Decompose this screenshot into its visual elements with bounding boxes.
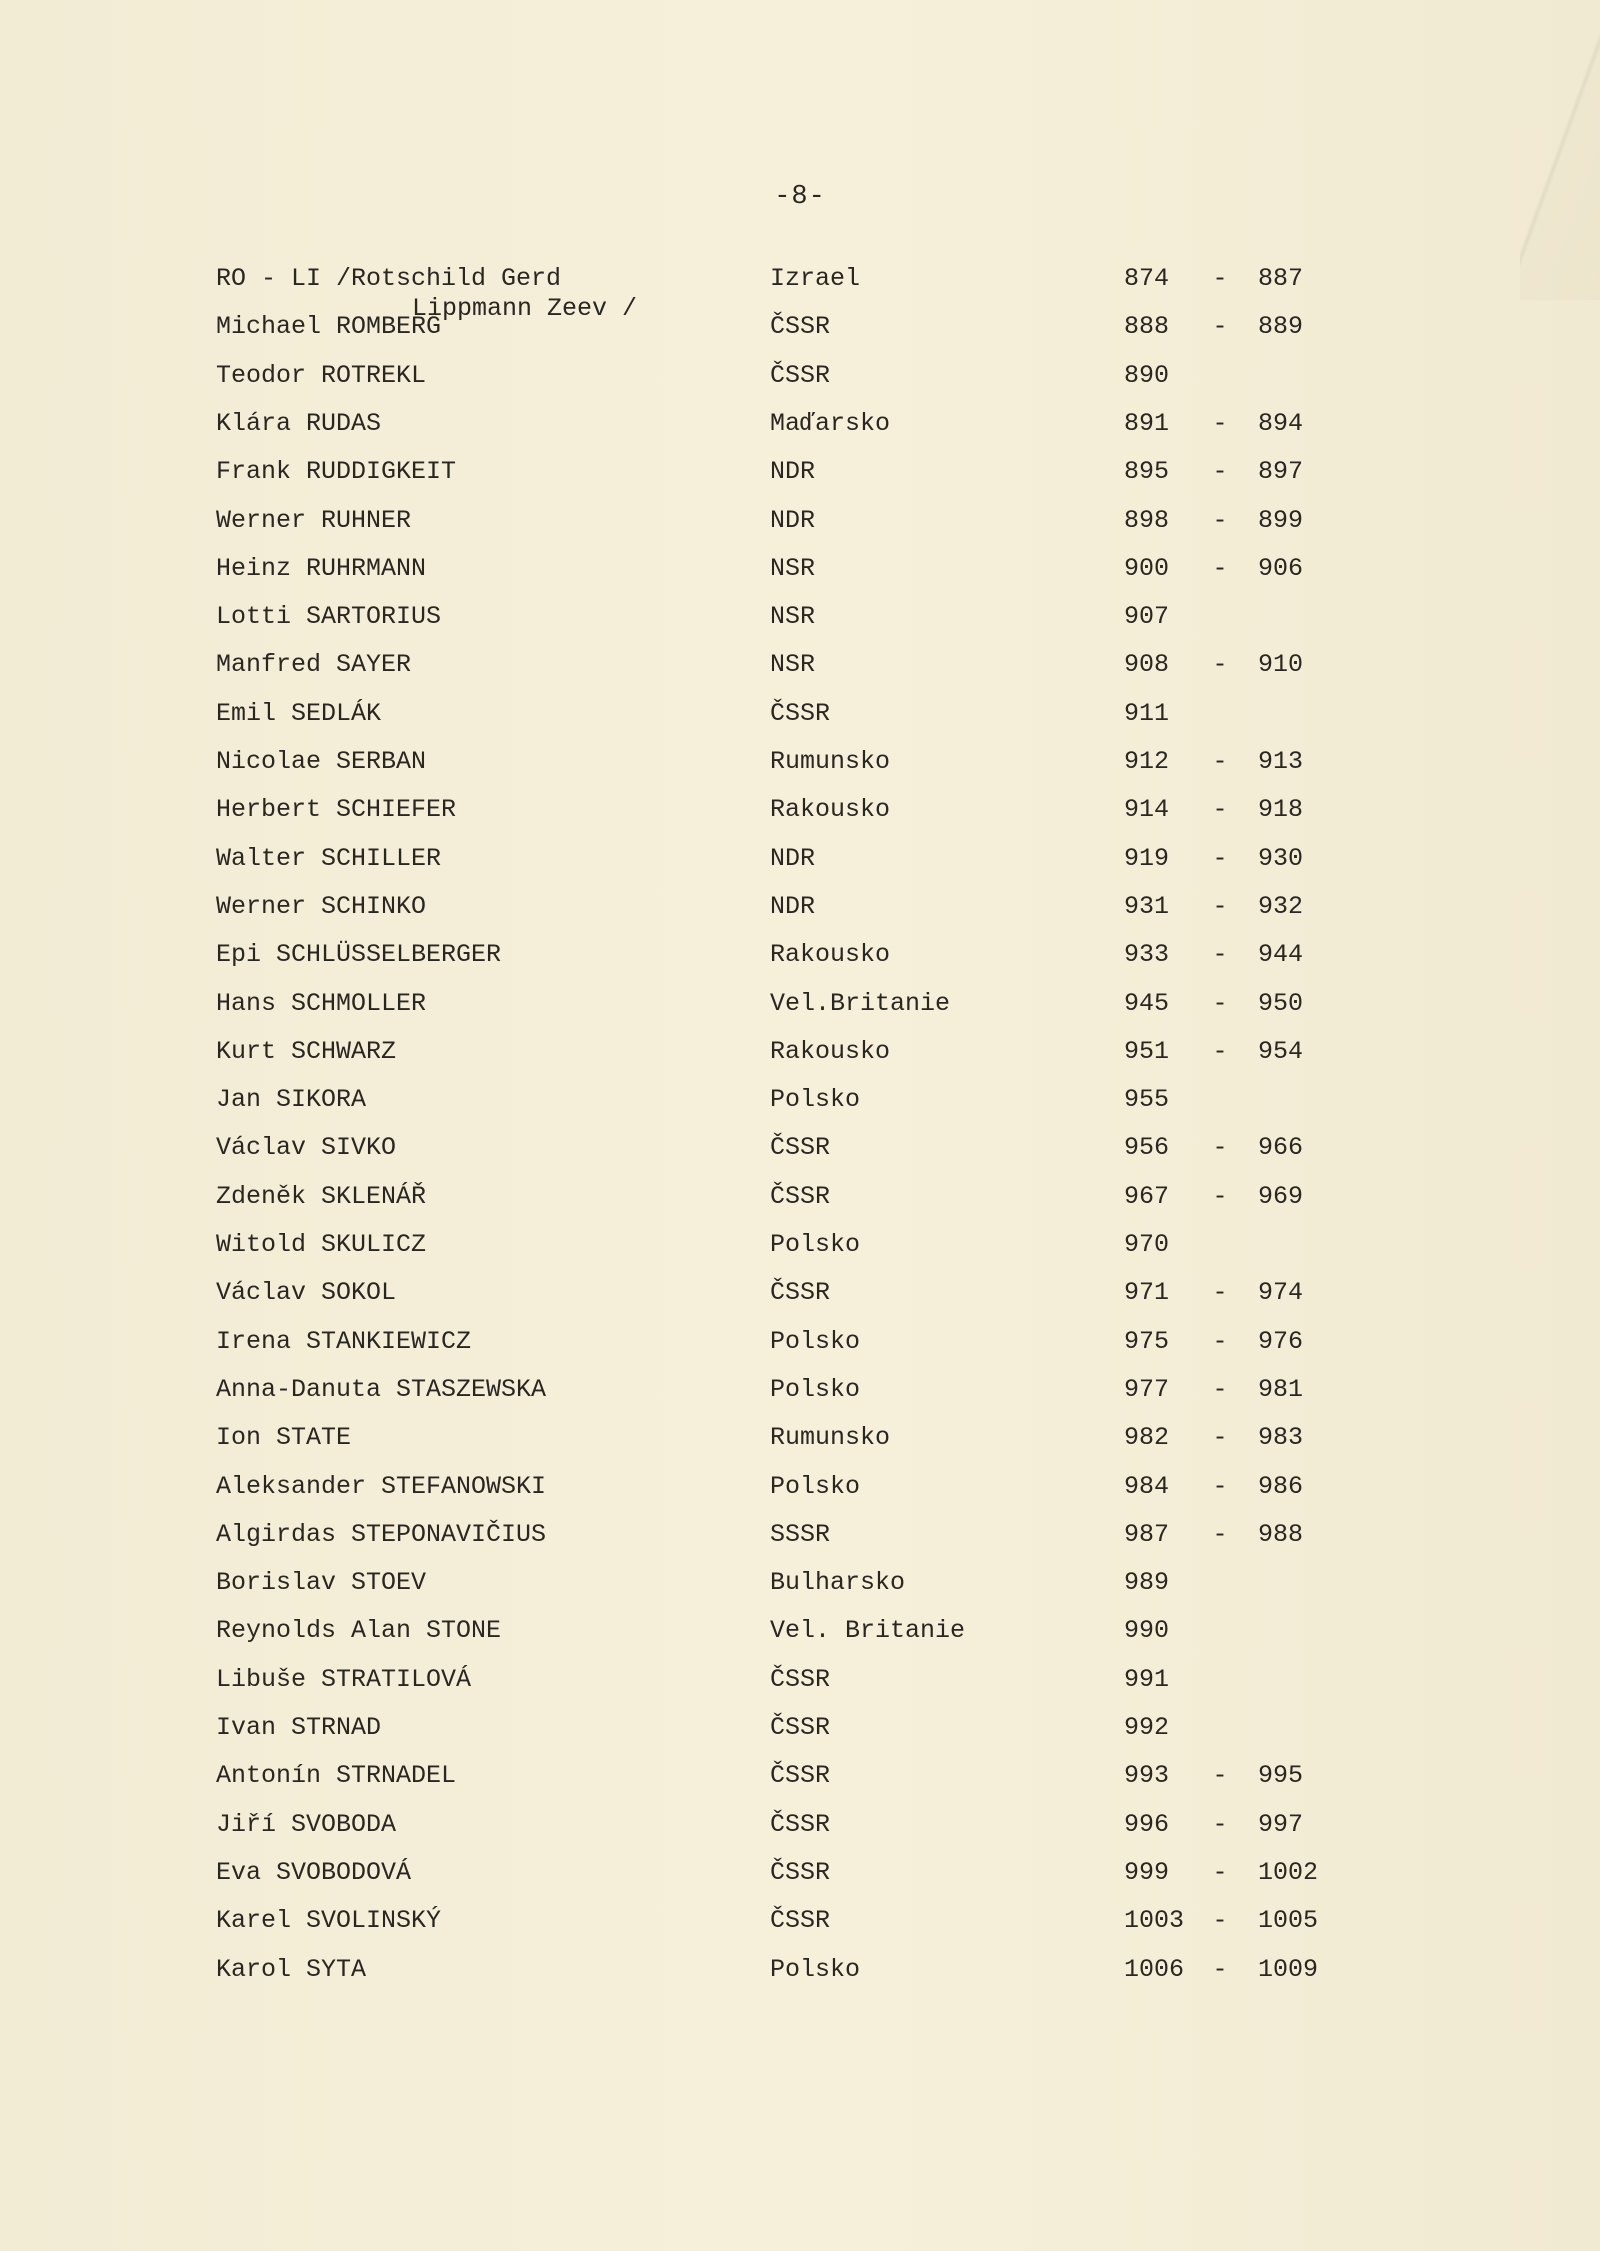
- entry-page-from: 967: [1124, 1181, 1170, 1211]
- entry-country: NSR: [770, 602, 816, 632]
- entry-country: Rakousko: [770, 795, 891, 825]
- entry-page-to: 906: [1258, 553, 1304, 583]
- entry-page-to: 954: [1258, 1036, 1304, 1066]
- entry-country: ČSSR: [770, 312, 831, 342]
- entry-name-line: Jiří SVOBODA: [216, 1809, 397, 1839]
- entry-page-to: 1005: [1258, 1906, 1319, 1936]
- list-item: [0, 1713, 1600, 1761]
- entry-page-from: 993: [1124, 1761, 1170, 1791]
- list-item: [0, 264, 1600, 323]
- entry-page-from: 987: [1124, 1519, 1170, 1549]
- entry-name: [216, 650, 411, 680]
- entry-dash: -: [1212, 1857, 1228, 1887]
- entry-dash: -: [1212, 1519, 1228, 1549]
- entry-name: [216, 1327, 471, 1357]
- entry-dash: -: [1212, 1423, 1228, 1453]
- entry-name-line: Klára RUDAS: [216, 408, 382, 438]
- entry-name-line: Borislav STOEV: [216, 1568, 427, 1598]
- list-item: [0, 361, 1600, 409]
- entry-page-from: 931: [1124, 891, 1170, 921]
- entry-page-from: 951: [1124, 1036, 1170, 1066]
- entry-name: [216, 1616, 501, 1646]
- entry-name-line: Anna-Danuta STASZEWSKA: [216, 1374, 547, 1404]
- entry-country: Rakousko: [770, 940, 891, 970]
- entry-dash: -: [1212, 1809, 1228, 1839]
- entry-dash: -: [1212, 940, 1228, 970]
- entry-name: [216, 1568, 426, 1598]
- list-item: [0, 1906, 1600, 1954]
- entry-page-to: 899: [1258, 505, 1304, 535]
- entry-name-line: Libuše STRATILOVÁ: [216, 1664, 472, 1694]
- entry-name-line: Nicolae SERBAN: [216, 747, 427, 776]
- entry-page-to: 976: [1258, 1326, 1304, 1356]
- list-item: [0, 1955, 1600, 2003]
- entry-dash: -: [1212, 891, 1228, 921]
- entry-page-from: 975: [1124, 1326, 1170, 1356]
- list-item: [0, 1230, 1600, 1278]
- entry-dash: -: [1212, 1133, 1228, 1163]
- entry-page-from: 933: [1124, 940, 1170, 970]
- entry-country: Polsko: [770, 1085, 861, 1115]
- entry-name-line: Werner RUHNER: [216, 505, 412, 535]
- entry-dash: -: [1212, 1326, 1228, 1356]
- entry-country: ČSSR: [770, 360, 831, 390]
- entry-page-from: 945: [1124, 988, 1170, 1018]
- entry-page-to: 983: [1258, 1423, 1304, 1453]
- entry-name: [216, 1520, 546, 1550]
- list-item: [0, 1182, 1600, 1230]
- entry-name: [216, 457, 456, 487]
- list-item: [0, 1472, 1600, 1520]
- entry-page-to: 918: [1258, 795, 1304, 825]
- entry-page-to: 974: [1258, 1278, 1304, 1308]
- entry-name-line: Václav SIVKO: [216, 1133, 397, 1163]
- entry-dash: -: [1212, 1471, 1228, 1501]
- entry-page-from: 911: [1124, 698, 1170, 728]
- entry-name: [216, 747, 426, 777]
- entry-page-from: 970: [1124, 1230, 1170, 1259]
- entry-name-line: Karol SYTA: [216, 1954, 367, 1984]
- list-item: [0, 554, 1600, 602]
- entry-country: Polsko: [770, 1471, 861, 1501]
- entry-page-from: 914: [1124, 795, 1170, 825]
- entry-dash: -: [1212, 1374, 1228, 1404]
- list-item: [0, 1858, 1600, 1906]
- entry-page-from: 912: [1124, 747, 1170, 776]
- entry-page-from: 982: [1124, 1423, 1170, 1453]
- entry-country: NSR: [770, 650, 816, 680]
- list-item: [0, 1375, 1600, 1423]
- entry-page-to: 910: [1258, 650, 1304, 680]
- entry-name-line: Teodor ROTREKL: [216, 360, 427, 390]
- entry-page-to: 969: [1258, 1181, 1304, 1211]
- list-item: [0, 795, 1600, 843]
- entry-page-from: 989: [1124, 1568, 1170, 1598]
- entry-name-line: Václav SOKOL: [216, 1278, 397, 1308]
- entry-page-from: 955: [1124, 1085, 1170, 1115]
- entry-dash: -: [1212, 1761, 1228, 1791]
- entry-name: [216, 1375, 546, 1405]
- list-item: [0, 844, 1600, 892]
- list-item: [0, 312, 1600, 360]
- entry-dash: -: [1212, 843, 1228, 873]
- entry-dash: -: [1212, 408, 1228, 438]
- entry-page-to: 944: [1258, 940, 1304, 970]
- entry-dash: -: [1212, 505, 1228, 535]
- entry-name-line: Reynolds Alan STONE: [216, 1616, 502, 1646]
- entry-name-line: Heinz RUHRMANN: [216, 553, 427, 583]
- entry-page-from: 956: [1124, 1133, 1170, 1163]
- entry-page-from: 999: [1124, 1857, 1170, 1887]
- entry-name: [216, 1858, 411, 1888]
- entry-name-line: Algirdas STEPONAVIČIUS: [216, 1519, 547, 1549]
- entry-name-line: Irena STANKIEWICZ: [216, 1326, 472, 1356]
- entry-name: [216, 1906, 441, 1936]
- entry-name-line2: Lippmann Zeev /: [412, 294, 638, 323]
- entry-name: [216, 1955, 366, 1985]
- list-item: [0, 1810, 1600, 1858]
- entry-name-line: Hans SCHMOLLER: [216, 988, 427, 1018]
- entry-page-to: 995: [1258, 1761, 1304, 1791]
- list-item: [0, 940, 1600, 988]
- entry-page-from: 900: [1124, 553, 1170, 583]
- entry-country: Bulharsko: [770, 1568, 906, 1598]
- page-fold: [1520, 0, 1600, 300]
- entry-name-line: Walter SCHILLER: [216, 843, 442, 873]
- list-item: [0, 699, 1600, 747]
- entry-country: SSSR: [770, 1519, 831, 1549]
- entry-name: [216, 1085, 366, 1115]
- entry-dash: -: [1212, 1906, 1228, 1936]
- entry-country: ČSSR: [770, 1809, 831, 1839]
- entry-name: [216, 409, 381, 439]
- entry-name: [216, 361, 426, 391]
- entry-page-from: 1006: [1124, 1954, 1185, 1984]
- entry-page-from: 888: [1124, 312, 1170, 342]
- entry-name: [216, 312, 441, 342]
- entry-page-from: 890: [1124, 360, 1170, 390]
- list-item: [0, 506, 1600, 554]
- entry-page-to: 913: [1258, 747, 1304, 776]
- entry-page-to: 889: [1258, 312, 1304, 342]
- entry-name-line: Eva SVOBODOVÁ: [216, 1857, 412, 1887]
- entry-page-to: 887: [1258, 264, 1304, 293]
- entry-country: NDR: [770, 843, 816, 873]
- entry-name: [216, 1761, 456, 1791]
- list-item: [0, 457, 1600, 505]
- entry-name: [216, 1713, 381, 1743]
- list-item: [0, 650, 1600, 698]
- entry-dash: -: [1212, 1181, 1228, 1211]
- entry-page-from: 874: [1124, 264, 1170, 293]
- entry-country: ČSSR: [770, 1857, 831, 1887]
- entry-country: Polsko: [770, 1230, 861, 1259]
- entry-name: [216, 506, 411, 536]
- entry-country: NDR: [770, 457, 816, 487]
- entry-country: ČSSR: [770, 1664, 831, 1694]
- page-number: -8-: [774, 182, 826, 212]
- entry-dash: -: [1212, 264, 1228, 293]
- entry-page-to: 1002: [1258, 1857, 1319, 1887]
- entry-name: [216, 602, 441, 632]
- entry-country: Rumunsko: [770, 1423, 891, 1453]
- entry-name: [216, 1423, 351, 1453]
- entry-page-to: 981: [1258, 1374, 1304, 1404]
- entry-country: Rumunsko: [770, 747, 891, 776]
- entry-dash: -: [1212, 747, 1228, 776]
- entry-name: [216, 1665, 471, 1695]
- entry-page-to: 966: [1258, 1133, 1304, 1163]
- entry-page-from: 992: [1124, 1713, 1170, 1742]
- entry-name: [216, 1472, 546, 1502]
- entry-country: Izrael: [770, 264, 861, 293]
- entry-country: Rakousko: [770, 1036, 891, 1066]
- list-item: [0, 409, 1600, 457]
- entry-name-line: Kurt SCHWARZ: [216, 1036, 397, 1066]
- list-item: [0, 1520, 1600, 1568]
- entry-name: [216, 554, 426, 584]
- entry-name-line: Frank RUDDIGKEIT: [216, 457, 457, 487]
- entry-name: [216, 989, 426, 1019]
- entry-name: [216, 1230, 426, 1260]
- list-item: [0, 989, 1600, 1037]
- entry-country: Polsko: [770, 1954, 861, 1984]
- entry-name-line: Werner SCHINKO: [216, 891, 427, 921]
- entry-country: ČSSR: [770, 1713, 831, 1742]
- entry-name-line: Herbert SCHIEFER: [216, 795, 457, 825]
- entry-name-line: Michael ROMBERG: [216, 312, 442, 342]
- entry-page-from: 1003: [1124, 1906, 1185, 1936]
- entry-country: ČSSR: [770, 1906, 831, 1936]
- entry-name-line: Aleksander STEFANOWSKI: [216, 1471, 547, 1501]
- entry-name: [216, 1037, 396, 1067]
- entry-page-from: 990: [1124, 1616, 1170, 1646]
- entry-name-line: Jan SIKORA: [216, 1085, 367, 1115]
- entry-country: ČSSR: [770, 1181, 831, 1211]
- entry-name-line: Karel SVOLINSKÝ: [216, 1906, 442, 1936]
- entry-page-from: 919: [1124, 843, 1170, 873]
- entry-name: [216, 1133, 396, 1163]
- entry-page-to: 997: [1258, 1809, 1304, 1839]
- entry-page-to: 930: [1258, 843, 1304, 873]
- entry-dash: -: [1212, 795, 1228, 825]
- entry-page-from: 908: [1124, 650, 1170, 680]
- entry-country: Maďarsko: [770, 408, 891, 438]
- entry-page-from: 996: [1124, 1809, 1170, 1839]
- entry-country: ČSSR: [770, 1133, 831, 1163]
- list-item: [0, 1037, 1600, 1085]
- list-item: [0, 1761, 1600, 1809]
- entry-name-line: Zdeněk SKLENÁŘ: [216, 1181, 427, 1211]
- list-item: [0, 1665, 1600, 1713]
- entry-name: [216, 1182, 426, 1212]
- entry-dash: -: [1212, 1954, 1228, 1984]
- list-item: [0, 1423, 1600, 1471]
- entry-page-from: 891: [1124, 408, 1170, 438]
- entry-page-to: 950: [1258, 988, 1304, 1018]
- entry-name: [216, 1278, 396, 1308]
- entry-country: ČSSR: [770, 1278, 831, 1308]
- list-item: [0, 1085, 1600, 1133]
- entry-page-from: 971: [1124, 1278, 1170, 1308]
- entry-dash: -: [1212, 1036, 1228, 1066]
- entry-country: Polsko: [770, 1326, 861, 1356]
- entry-country: NDR: [770, 505, 816, 535]
- list-item: [0, 1327, 1600, 1375]
- entry-name-line: RO - LI /Rotschild Gerd: [216, 264, 562, 293]
- list-item: [0, 892, 1600, 940]
- entry-country: NDR: [770, 891, 816, 921]
- list-item: [0, 1133, 1600, 1181]
- entry-page-from: 895: [1124, 457, 1170, 487]
- entry-country: NSR: [770, 553, 816, 583]
- entry-name-line: Ion STATE: [216, 1423, 352, 1453]
- entry-country: Polsko: [770, 1374, 861, 1404]
- entry-country: Vel. Britanie: [770, 1616, 966, 1646]
- list-item: [0, 602, 1600, 650]
- entry-page-to: 932: [1258, 891, 1304, 921]
- entry-dash: -: [1212, 1278, 1228, 1308]
- entry-name: [216, 1810, 396, 1840]
- entry-name: [216, 892, 426, 922]
- entry-name: [216, 940, 501, 970]
- entry-country: ČSSR: [770, 698, 831, 728]
- entry-page-to: 988: [1258, 1519, 1304, 1549]
- entry-name-line: Manfred SAYER: [216, 650, 412, 680]
- list-item: [0, 1568, 1600, 1616]
- entry-dash: -: [1212, 650, 1228, 680]
- entry-dash: -: [1212, 988, 1228, 1018]
- entry-name-line: Antonín STRNADEL: [216, 1761, 457, 1791]
- entry-page-from: 898: [1124, 505, 1170, 535]
- entry-page-to: 894: [1258, 408, 1304, 438]
- entry-name: [216, 795, 456, 825]
- entry-dash: -: [1212, 312, 1228, 342]
- entry-dash: -: [1212, 457, 1228, 487]
- entry-page-from: 907: [1124, 602, 1170, 632]
- list-item: [0, 1616, 1600, 1664]
- entry-page-from: 991: [1124, 1664, 1170, 1694]
- entry-name-line: Lotti SARTORIUS: [216, 602, 442, 632]
- entry-dash: -: [1212, 553, 1228, 583]
- entry-page-from: 984: [1124, 1471, 1170, 1501]
- entry-page-from: 977: [1124, 1374, 1170, 1404]
- entry-name-line: Emil SEDLÁK: [216, 698, 382, 728]
- list-item: [0, 1278, 1600, 1326]
- entry-name: [216, 844, 441, 874]
- entry-name: [216, 699, 381, 729]
- entry-country: Vel.Britanie: [770, 988, 951, 1018]
- entry-country: ČSSR: [770, 1761, 831, 1791]
- entry-name-line: Ivan STRNAD: [216, 1713, 382, 1742]
- entry-name-line: Epi SCHLÜSSELBERGER: [216, 940, 502, 970]
- entry-name-line: Witold SKULICZ: [216, 1230, 427, 1259]
- list-item: [0, 747, 1600, 795]
- entry-page-to: 986: [1258, 1471, 1304, 1501]
- entry-page-to: 1009: [1258, 1954, 1319, 1984]
- entry-page-to: 897: [1258, 457, 1304, 487]
